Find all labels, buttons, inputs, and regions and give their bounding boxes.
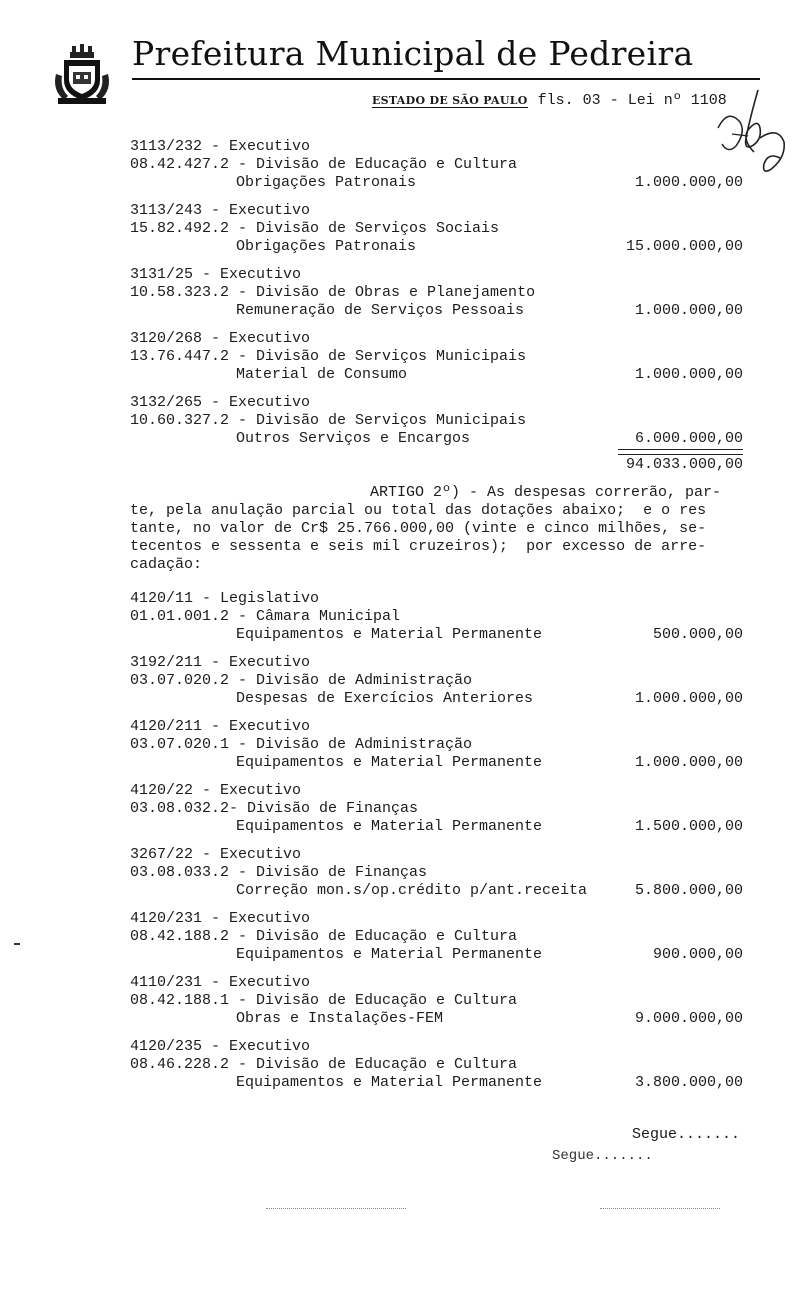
entry-unit: 03.08.032.2- Divisão de Finanças (130, 800, 419, 817)
entry-item: Obras e Instalações-FEM (236, 1010, 444, 1027)
list-item (130, 394, 750, 448)
entry-item: Obrigações Patronais (236, 174, 417, 191)
list-item (130, 1038, 750, 1092)
continuation-note: Segue....... (632, 1126, 741, 1143)
list-item (130, 846, 750, 900)
title-rule (132, 78, 760, 80)
entry-unit: 08.42.427.2 - Divisão de Educação e Cultura (130, 156, 518, 173)
entry-amount: 6.000.000,00 (634, 430, 743, 447)
entry-code: 3267/22 - Executivo (130, 846, 302, 863)
entry-item: Material de Consumo (236, 366, 408, 383)
entry-item: Equipamentos e Material Permanente (236, 946, 543, 963)
entry-item: Obrigações Patronais (236, 238, 417, 255)
article-first-line: ARTIGO 2º) - As despesas correrão, par- (370, 484, 722, 501)
list-item (130, 974, 750, 1028)
entry-unit: 08.42.188.1 - Divisão de Educação e Cultura (130, 992, 518, 1009)
list-item (130, 202, 750, 256)
list-item (130, 654, 750, 708)
entry-item: Equipamentos e Material Permanente (236, 754, 543, 771)
list-item (130, 590, 750, 644)
entry-amount: 1.000.000,00 (634, 754, 743, 771)
entry-unit: 08.46.228.2 - Divisão de Educação e Cultura (130, 1056, 518, 1073)
entry-amount: 1.000.000,00 (634, 302, 743, 319)
footer-dotted-rule (266, 1208, 406, 1209)
entry-item: Equipamentos e Material Permanente (236, 1074, 543, 1091)
entry-unit: 03.07.020.1 - Divisão de Administração (130, 736, 473, 753)
entry-unit: 03.08.033.2 - Divisão de Finanças (130, 864, 428, 881)
entry-code: 4120/11 - Legislativo (130, 590, 320, 607)
entry-amount: 1.000.000,00 (634, 690, 743, 707)
entry-item: Equipamentos e Material Permanente (236, 626, 543, 643)
folio-label: fls. 03 (537, 92, 601, 109)
municipal-crest-icon (52, 44, 112, 106)
entry-code: 4120/211 - Executivo (130, 718, 311, 735)
entry-item: Equipamentos e Material Permanente (236, 818, 543, 835)
article-line: tante, no valor de Cr$ 25.766.000,00 (vinte e cinco milhões, se- (130, 520, 707, 537)
article-line: cadação: (130, 556, 203, 573)
list-item (130, 718, 750, 772)
entry-unit: 01.01.001.2 - Câmara Municipal (130, 608, 401, 625)
total-amount: 94.033.000,00 (625, 456, 743, 473)
entry-amount: 500.000,00 (652, 626, 743, 643)
entry-code: 3113/232 - Executivo (130, 138, 311, 155)
entry-amount: 1.500.000,00 (634, 818, 743, 835)
entry-code: 3113/243 - Executivo (130, 202, 311, 219)
document-body (130, 138, 750, 1102)
continuation-note-faded: Segue....... (552, 1148, 653, 1164)
entry-unit: 03.07.020.2 - Divisão de Administração (130, 672, 473, 689)
entry-code: 4110/231 - Executivo (130, 974, 311, 991)
list-item (130, 910, 750, 964)
entry-amount: 9.000.000,00 (634, 1010, 743, 1027)
entry-item: Remuneração de Serviços Pessoais (236, 302, 525, 319)
entry-amount: 900.000,00 (652, 946, 743, 963)
page-title: Prefeitura Municipal de Pedreira (132, 34, 694, 73)
entry-code: 3131/25 - Executivo (130, 266, 302, 283)
footer-dotted-rule (600, 1208, 720, 1209)
total-row (130, 448, 750, 473)
entry-code: 3132/265 - Executivo (130, 394, 311, 411)
entry-unit: 13.76.447.2 - Divisão de Serviços Municipais (130, 348, 527, 365)
entry-code: 3120/268 - Executivo (130, 330, 311, 347)
list-item (130, 266, 750, 320)
entry-unit: 15.82.492.2 - Divisão de Serviços Sociais (130, 220, 500, 237)
margin-mark (14, 943, 20, 945)
entry-unit: 10.58.323.2 - Divisão de Obras e Planejamento (130, 284, 536, 301)
entry-code: 4120/22 - Executivo (130, 782, 302, 799)
article-line: te, pela anulação parcial ou total das dotações abaixo; e o res (130, 502, 707, 519)
law-label: - Lei nº 1108 (609, 92, 727, 109)
entry-item: Despesas de Exercícios Anteriores (236, 690, 534, 707)
list-item (130, 138, 750, 192)
state-label: ESTADO DE SÃO PAULO (372, 94, 528, 107)
article-paragraph (130, 484, 750, 574)
entry-code: 4120/235 - Executivo (130, 1038, 311, 1055)
list-item (130, 330, 750, 384)
entry-amount: 15.000.000,00 (625, 238, 743, 255)
entry-amount: 3.800.000,00 (634, 1074, 743, 1091)
entry-amount: 1.000.000,00 (634, 174, 743, 191)
entry-unit: 08.42.188.2 - Divisão de Educação e Cultura (130, 928, 518, 945)
entry-item: Correção mon.s/op.crédito p/ant.receita (236, 882, 588, 899)
entry-item: Outros Serviços e Encargos (236, 430, 471, 447)
entry-unit: 10.60.327.2 - Divisão de Serviços Municipais (130, 412, 527, 429)
article-line: tecentos e sessenta e seis mil cruzeiros); por excesso de arre- (130, 538, 707, 555)
list-item (130, 782, 750, 836)
entry-amount: 1.000.000,00 (634, 366, 743, 383)
entry-code: 3192/211 - Executivo (130, 654, 311, 671)
entry-code: 4120/231 - Executivo (130, 910, 311, 927)
subheader (372, 92, 727, 109)
entry-amount: 5.800.000,00 (634, 882, 743, 899)
